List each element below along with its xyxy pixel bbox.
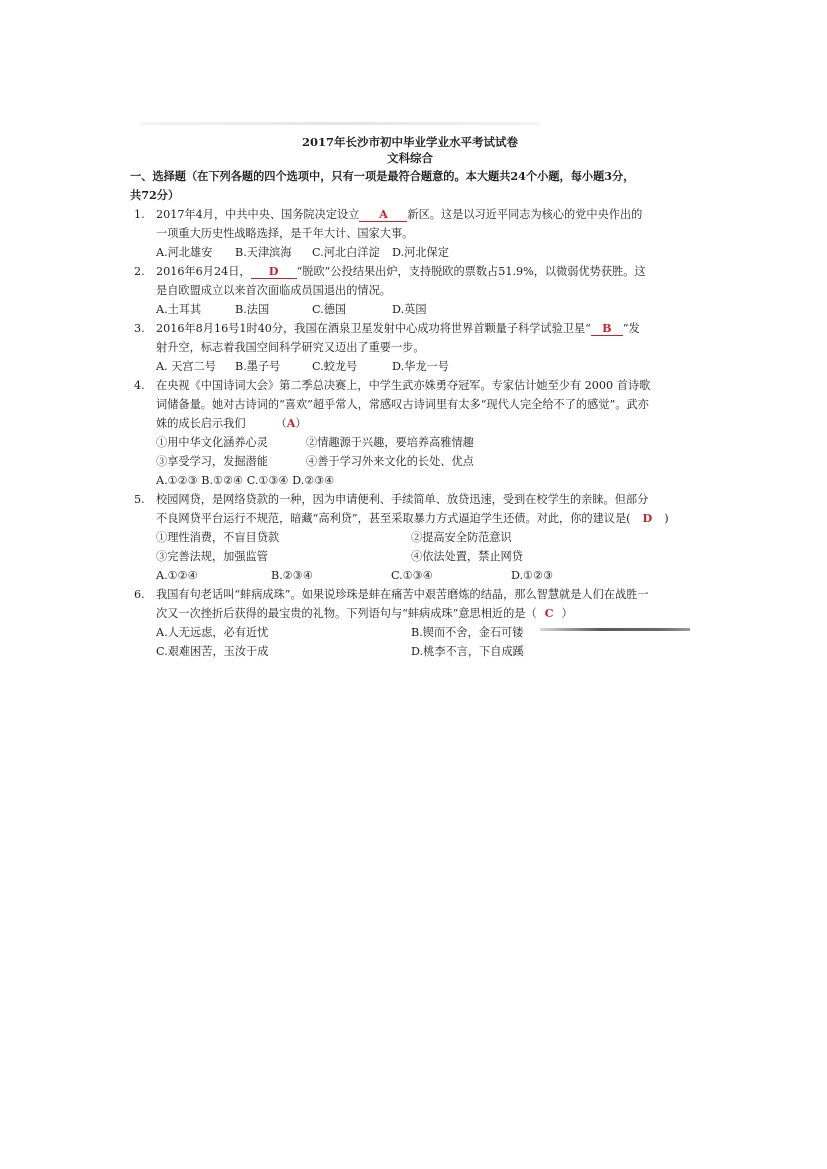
- question-number: 4.: [134, 379, 145, 392]
- option-b: B.墨子号: [235, 360, 281, 373]
- option-row: [156, 300, 690, 319]
- option-a: A. 天宫二号: [156, 360, 216, 373]
- question-number: 6.: [134, 588, 145, 601]
- question-stem-line2: [156, 604, 690, 623]
- exam-sheet: [130, 134, 690, 661]
- stem-text: 2017年4月，中共中央、国务院决定设立: [156, 208, 360, 221]
- answer-paren-close: ）: [295, 417, 307, 430]
- question-stem-line1: 我国有句老话叫“蚌病成珠”。如果说珍珠是蚌在痛苦中艰苦磨炼的结晶，那么智慧就是人们在战胜一: [156, 588, 649, 601]
- question-number: 3.: [134, 322, 145, 335]
- question-stem-line1: [156, 319, 690, 338]
- option-c: C.艰难困苦，玉汝于成: [156, 645, 269, 658]
- question-stem-line2: 是自欧盟成立以来首次面临成员国退出的情况。: [156, 284, 391, 297]
- option-a: A.人无远虑，必有近忧: [156, 626, 269, 639]
- stem-text: “脱欧”公投结果出炉，支持脱欧的票数占51.9%，以微弱优势获胜。这: [296, 265, 646, 278]
- question-stem-line2: [156, 509, 690, 528]
- question-number: 5.: [134, 493, 145, 506]
- answer-paren-open: （: [275, 417, 287, 430]
- question-6: [130, 585, 690, 661]
- option-d: D.英国: [392, 303, 427, 316]
- section-heading: [130, 167, 690, 205]
- question-2: [130, 262, 690, 319]
- statement-3: ③享受学习，发掘潜能: [156, 455, 268, 468]
- question-number: 2.: [134, 265, 145, 278]
- option-a: A.河北雄安: [156, 246, 213, 259]
- exam-title: 2017年长沙市初中毕业学业水平考试试卷: [301, 135, 518, 149]
- answer-paren-close: ）: [561, 607, 573, 620]
- stem-text: 不良网贷平台运行不规范，暗藏“高利贷”，甚至采取暴力方式逼迫学生还债。对此，你的建议是(: [156, 512, 631, 525]
- question-stem-line1: 在央视《中国诗词大会》第二季总决赛上，中学生武亦姝勇夺冠军。专家估计她至少有 2000 首诗歌: [156, 379, 651, 392]
- option-d: D.华龙一号: [392, 360, 449, 373]
- question-5: [130, 490, 690, 585]
- question-stem-line1: [156, 262, 690, 281]
- statement-3: ③完善法规，加强监管: [156, 550, 268, 563]
- statement-2: ②提高安全防范意识: [411, 531, 512, 544]
- statement-1: ①理性消费，不盲目贷款: [156, 531, 280, 544]
- choice-row: A.①②③ B.①②④ C.①③④ D.②③④: [156, 474, 335, 487]
- stem-text: 姝的成长启示我们: [156, 417, 246, 430]
- answer-blank: A: [359, 207, 407, 222]
- section-heading-line2: 共72分）: [130, 188, 180, 202]
- question-stem-line2: 一项重大历史性战略选择，是千年大计、国家大事。: [156, 227, 414, 240]
- question-stem-line2: 词储备量。她对古诗词的“喜欢”超乎常人，常感叹古诗词里有太多“现代人完全给不了的感觉”。武亦: [156, 398, 649, 411]
- stem-text: 次又一次挫折后获得的最宝贵的礼物。下列语句与“蚌病成珠”意思相近的是（: [156, 607, 537, 620]
- option-row: [156, 243, 690, 262]
- statement-2: ②情趣源于兴趣，要培养高雅情趣: [306, 436, 474, 449]
- option-c: C.德国: [312, 303, 347, 316]
- section-heading-line1: 一、选择题（在下列各题的四个选项中，只有一项是最符合题意的。本大题共24个小题，每小题3分，: [130, 169, 635, 183]
- option-c: C.蛟龙号: [312, 360, 358, 373]
- answer-mark: A: [286, 416, 296, 430]
- question-stem-line1: 校园网贷，是网络贷款的一种，因为申请便利、手续简单、放贷迅速，受到在校学生的亲睐。但部分: [156, 493, 649, 506]
- stem-text: 2016年6月24日，: [156, 265, 251, 278]
- option-b: B.法国: [235, 303, 270, 316]
- choice-d: D.①②③: [511, 569, 554, 582]
- stem-text: 新区。这是以习近平同志为核心的党中央作出的: [407, 208, 643, 221]
- question-4: [130, 376, 690, 490]
- choice-b: B.②③④: [271, 569, 313, 582]
- choice-c: C.①③④: [391, 569, 433, 582]
- answer-blank: B: [591, 321, 623, 336]
- answer-mark: D: [642, 511, 653, 525]
- statement-rows: [156, 433, 690, 471]
- statement-rows: [156, 528, 690, 566]
- statement-1: ①用中华文化涵养心灵: [156, 436, 268, 449]
- statement-4: ④依法处置，禁止网贷: [411, 550, 523, 563]
- choice-row: [156, 566, 690, 585]
- answer-blank: D: [251, 264, 297, 279]
- choice-a: A.①②④: [156, 569, 198, 582]
- scan-artifact-line: [140, 122, 540, 125]
- answer-paren-close: ): [664, 512, 669, 525]
- scan-edge-line: [540, 628, 690, 631]
- option-c: C.河北白洋淀: [312, 246, 380, 259]
- option-d: D.河北保定: [392, 246, 449, 259]
- option-b: B.天津滨海: [235, 246, 292, 259]
- option-d: D.桃李不言，下自成蹊: [411, 645, 524, 658]
- stem-text: 2016年8月16号1时40分，我国在酒泉卫星发射中心成功将世界首颗量子科学试验卫星“: [156, 322, 591, 335]
- question-number: 1.: [134, 208, 145, 221]
- option-a: A.土耳其: [156, 303, 202, 316]
- question-3: [130, 319, 690, 376]
- question-stem-line3: [156, 414, 690, 433]
- option-row: [156, 357, 690, 376]
- stem-text: ”发: [622, 322, 640, 335]
- exam-subtitle: 文科综合: [387, 151, 433, 165]
- question-1: [130, 205, 690, 262]
- question-stem-line2: 射升空，标志着我国空间科学研究又迈出了重要一步。: [156, 341, 425, 354]
- statement-4: ④善于学习外来文化的长处、优点: [306, 455, 474, 468]
- question-stem-line1: [156, 205, 690, 224]
- option-b: B.锲而不舍，金石可镂: [411, 626, 524, 639]
- answer-mark: C: [544, 606, 554, 620]
